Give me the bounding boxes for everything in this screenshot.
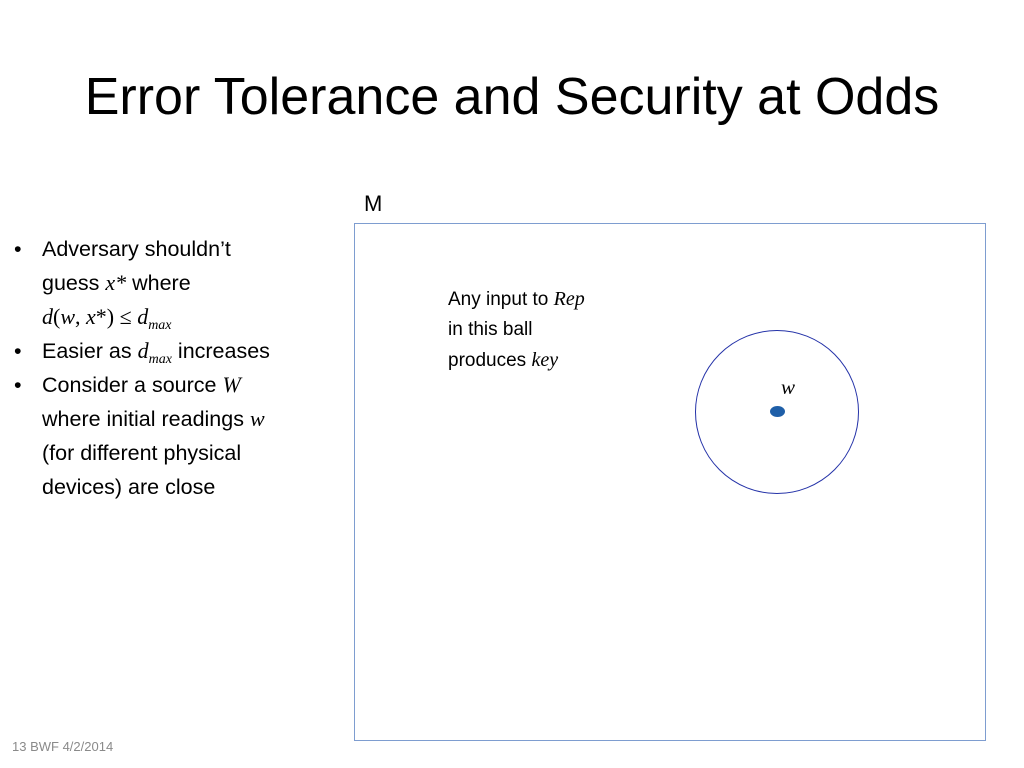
var-dmax-subscript: max	[148, 352, 172, 367]
math-comma: ,	[75, 304, 87, 329]
var-W: W	[222, 372, 241, 397]
bullet-adversary	[14, 232, 334, 334]
math-x: x	[86, 304, 96, 329]
bullet-source-text-4: devices) are close	[42, 475, 216, 499]
bullet-marker: •	[14, 237, 22, 261]
bullet-adversary-text-2: guess	[42, 271, 106, 295]
math-open-paren: (	[53, 304, 61, 329]
math-dmax: d	[137, 304, 149, 329]
bullet-marker: •	[14, 339, 22, 363]
math-w: w	[60, 304, 76, 329]
bullet-adversary-text-3: where	[126, 271, 191, 295]
ball-note	[448, 284, 658, 376]
math-d: d	[42, 304, 53, 329]
slide-footer: 13 BWF 4/2/2014	[12, 739, 114, 754]
var-key: key	[531, 349, 559, 371]
region-label-m: M	[364, 191, 383, 216]
math-dmax-subscript: max	[148, 318, 172, 333]
bullet-list	[14, 232, 334, 504]
slide-title: Error Tolerance and Security at Odds	[84, 68, 940, 126]
var-rep: Rep	[553, 288, 585, 310]
bullet-marker: •	[14, 373, 22, 397]
math-close-leq: *) ≤	[95, 304, 138, 329]
bullet-source	[14, 368, 334, 504]
bullet-source-text: Consider a source	[42, 373, 223, 397]
var-x-star: x*	[105, 270, 127, 295]
var-w: w	[249, 406, 265, 431]
bullet-easier	[14, 334, 334, 368]
note-line-3: produces	[448, 350, 532, 371]
bullet-adversary-text: Adversary shouldn’t	[42, 237, 231, 261]
bullet-source-text-2: where initial readings	[42, 407, 250, 431]
note-line-1: Any input to	[448, 289, 554, 310]
point-w-marker	[770, 406, 785, 417]
point-w-label: w	[781, 375, 796, 399]
bullet-easier-text: Easier as	[42, 339, 138, 363]
var-dmax: d	[137, 338, 149, 363]
bullet-source-text-3: (for different physical	[42, 441, 242, 465]
note-line-2: in this ball	[448, 319, 533, 340]
bullet-easier-text-2: increases	[171, 339, 270, 363]
